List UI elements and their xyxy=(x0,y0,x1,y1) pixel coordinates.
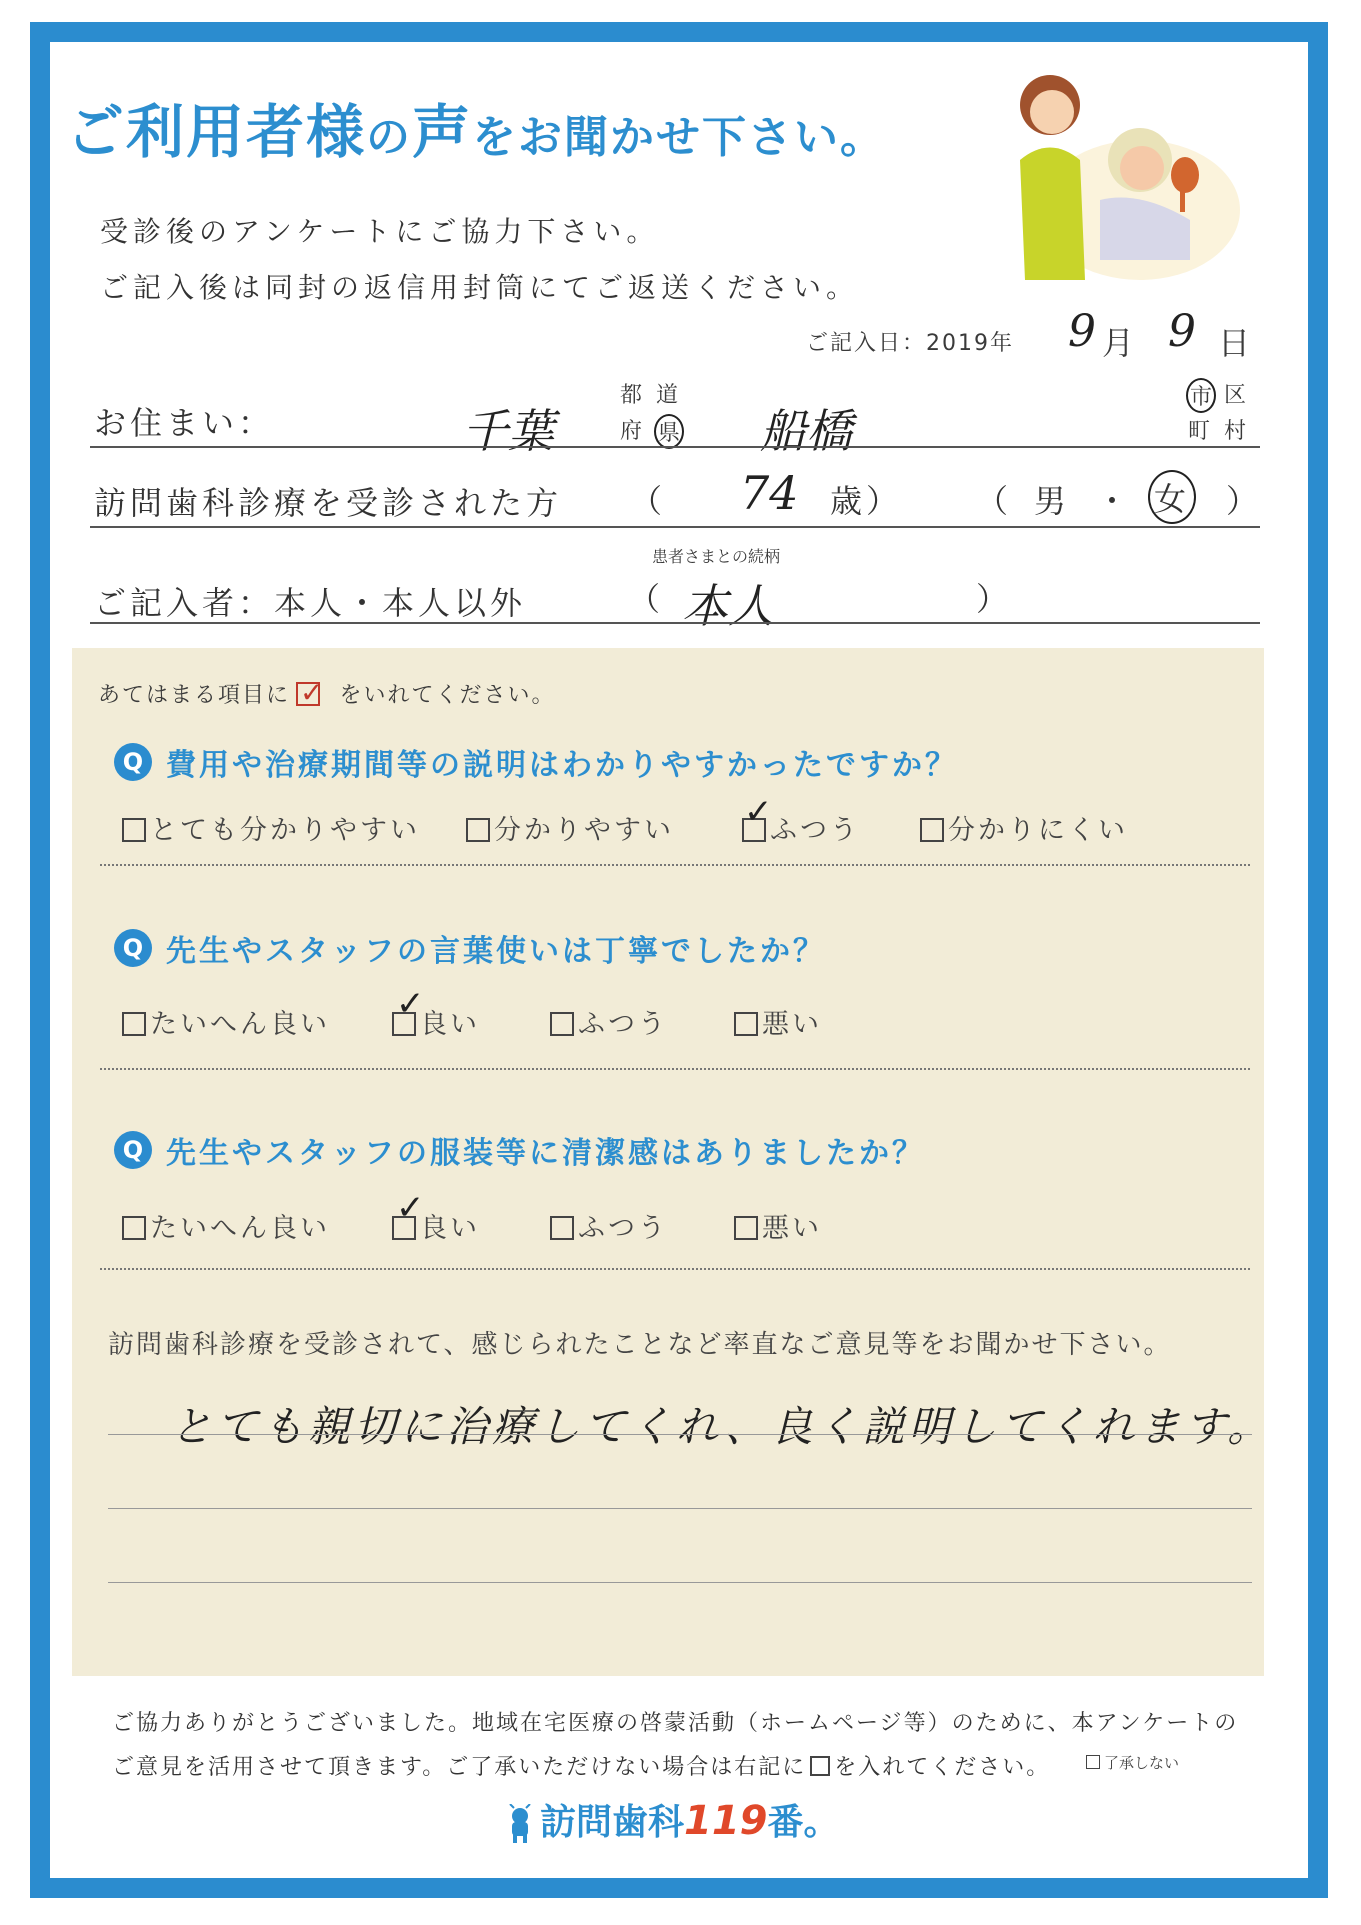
q1-option-2[interactable] xyxy=(466,808,674,847)
city-machi: 町 xyxy=(1188,419,1211,444)
check-mark-icon: ✓ xyxy=(744,792,773,832)
checkbox[interactable] xyxy=(550,1012,574,1036)
comment-prompt: 訪問歯科診療を受診されて、感じられたことなど率直なご意見等をお聞かせ下さい。 xyxy=(108,1330,1172,1360)
question-3 xyxy=(114,1128,925,1172)
age-unit: 歳） xyxy=(830,482,903,520)
option-label: 悪い xyxy=(762,1213,822,1244)
logo-text: 訪問歯科 xyxy=(540,1802,685,1843)
checkbox[interactable] xyxy=(920,818,944,842)
check-mark-icon: ✓ xyxy=(396,1188,425,1228)
q2-option-3[interactable] xyxy=(550,1002,668,1041)
footer-line-2-pre: ご意見を活用させて頂きます。ご了承いただけない場合は右記に xyxy=(112,1755,807,1780)
date-month: 9 xyxy=(1068,306,1096,357)
divider xyxy=(100,1068,1250,1070)
gender-male: 男 xyxy=(1034,482,1071,520)
city-ku: 区 xyxy=(1224,383,1247,408)
patient-label: 訪問歯科診療を受診された方 xyxy=(94,484,563,522)
caregiver-illustration xyxy=(990,50,1240,290)
page-title xyxy=(66,85,886,169)
q2-option-1[interactable] xyxy=(122,1002,330,1041)
relation-open: （ xyxy=(628,580,665,618)
deer-mascot-icon xyxy=(500,1804,540,1844)
sample-check-icon: ✓ xyxy=(300,676,326,709)
q-icon: Q xyxy=(114,929,152,967)
relation-close: ） xyxy=(976,580,1013,618)
footer-line-1: ご協力ありがとうございました。地域在宅医療の啓蒙活動（ホームページ等）のために、本アンケートの xyxy=(112,1711,1239,1736)
decline-option[interactable] xyxy=(1086,1752,1179,1773)
intro-line-1: 受診後のアンケートにご協力下さい。 xyxy=(100,215,660,248)
option-label: ふつう xyxy=(770,815,860,846)
patient-rule xyxy=(90,526,1260,528)
decline-checkbox[interactable] xyxy=(1086,1755,1100,1769)
prefecture-value: 千葉 xyxy=(462,404,554,458)
city-shi-circled: 市 xyxy=(1186,378,1216,413)
logo-suffix: 番。 xyxy=(767,1802,840,1843)
instruction xyxy=(98,676,556,709)
q3-option-3[interactable] xyxy=(550,1206,668,1245)
comment-line-3 xyxy=(108,1582,1252,1583)
pref-ken-circled: 県 xyxy=(654,414,684,449)
option-label: 分かりにくい xyxy=(948,815,1128,846)
option-label: ふつう xyxy=(578,1213,668,1244)
instruction-pre: あてはまる項目に xyxy=(98,683,291,708)
pref-fu: 府 xyxy=(620,419,643,444)
writer-label: ご記入者：本人・本人以外 xyxy=(94,584,527,622)
option-label: ふつう xyxy=(578,1009,668,1040)
q3-option-4[interactable] xyxy=(734,1206,822,1245)
question-1 xyxy=(114,740,958,784)
q1-option-4[interactable] xyxy=(920,808,1128,847)
option-label: 悪い xyxy=(762,1009,822,1040)
comment-text: とても親切に治療してくれ、良く説明してくれます。 xyxy=(170,1402,1274,1451)
footer-line-2-post: を入れてください。 xyxy=(834,1755,1051,1780)
question-2-text: 先生やスタッフの言葉使いは丁寧でしたか？ xyxy=(166,934,826,969)
instruction-post: をいれてください。 xyxy=(339,683,556,708)
sample-checkbox xyxy=(296,682,320,706)
checkbox[interactable] xyxy=(122,818,146,842)
clinic-logo xyxy=(500,1794,840,1845)
gender-female-circled: 女 xyxy=(1148,470,1196,524)
relation-value: 本人 xyxy=(682,579,774,633)
sample-checkbox-small xyxy=(810,1756,830,1776)
option-label: 良い xyxy=(420,1009,480,1040)
title-voice: 声 xyxy=(412,98,473,166)
intro-line-2: ご記入後は同封の返信用封筒にてご返送ください。 xyxy=(100,271,860,304)
comment-line-1 xyxy=(108,1434,1252,1435)
checkbox[interactable] xyxy=(122,1012,146,1036)
date-day: 9 xyxy=(1168,306,1196,357)
checkbox[interactable] xyxy=(466,818,490,842)
relation-caption: 患者さまとの続柄 xyxy=(652,547,781,566)
q3-option-1[interactable] xyxy=(122,1206,330,1245)
age-value: 74 xyxy=(740,466,799,520)
gender-dot: ・ xyxy=(1096,482,1133,520)
divider xyxy=(100,864,1250,866)
q-icon: Q xyxy=(114,743,152,781)
age-open: （ xyxy=(630,482,667,520)
q2-option-4[interactable] xyxy=(734,1002,822,1041)
city-mura: 村 xyxy=(1224,419,1247,444)
checkbox[interactable] xyxy=(550,1216,574,1240)
date-month-unit: 月 xyxy=(1102,324,1135,362)
title-rest: をお聞かせ下さい。 xyxy=(472,112,887,163)
checkbox[interactable] xyxy=(734,1012,758,1036)
date-label: ご記入日：2019年 xyxy=(806,331,1014,356)
address-rule xyxy=(90,446,1260,448)
checkbox[interactable] xyxy=(734,1216,758,1240)
option-label: たいへん良い xyxy=(150,1009,330,1040)
footer-line-2 xyxy=(112,1750,1050,1781)
divider xyxy=(100,1268,1250,1270)
gender-close: ） xyxy=(1226,482,1263,520)
question-3-text: 先生やスタッフの服装等に清潔感はありましたか？ xyxy=(166,1136,925,1171)
option-label: 良い xyxy=(420,1213,480,1244)
title-no: の xyxy=(366,112,413,163)
address-label: お住まい： xyxy=(94,404,275,442)
q-icon: Q xyxy=(114,1131,152,1169)
option-label: たいへん良い xyxy=(150,1213,330,1244)
option-label: 分かりやすい xyxy=(494,815,674,846)
logo-number: 119 xyxy=(684,1798,768,1844)
pref-do: 道 xyxy=(656,383,679,408)
checkbox[interactable] xyxy=(122,1216,146,1240)
title-main: ご利用者様 xyxy=(66,98,367,166)
check-mark-icon: ✓ xyxy=(396,984,425,1024)
q1-option-1[interactable] xyxy=(122,808,420,847)
writer-rule xyxy=(90,622,1260,624)
option-label: とても分かりやすい xyxy=(150,815,420,846)
question-1-text: 費用や治療期間等の説明はわかりやすかったですか？ xyxy=(166,748,958,783)
gender-open: （ xyxy=(976,482,1013,520)
decline-label: 了承しない xyxy=(1104,1754,1180,1772)
date-day-unit: 日 xyxy=(1218,324,1251,362)
comment-line-2 xyxy=(108,1508,1252,1509)
city-value: 船橋 xyxy=(760,404,852,458)
question-2 xyxy=(114,926,826,970)
pref-to: 都 xyxy=(620,383,643,408)
